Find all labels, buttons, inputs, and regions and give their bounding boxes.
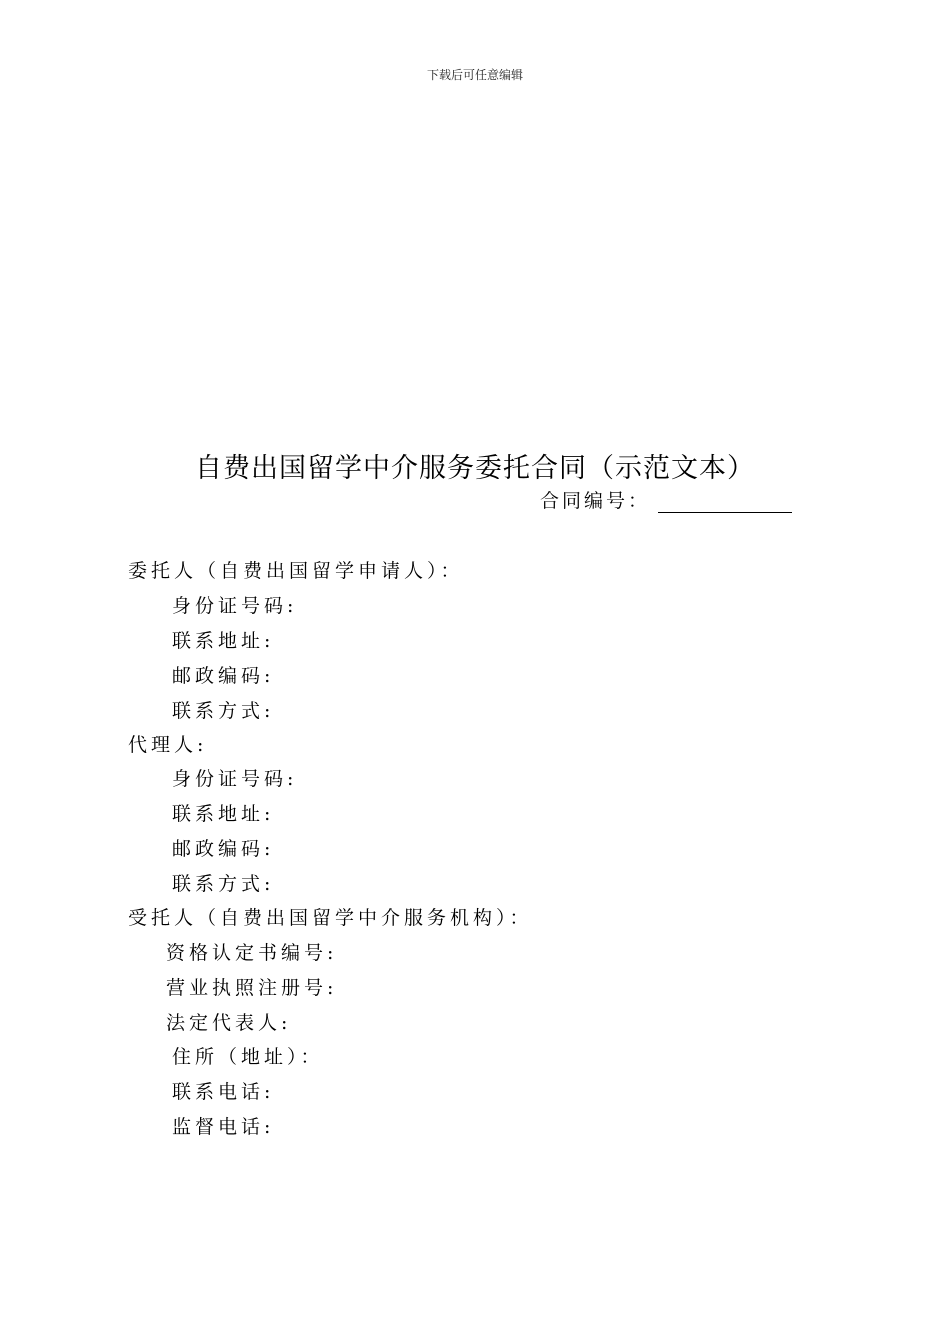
principal-postal-code: 邮政编码:	[172, 665, 275, 687]
principal-id-number: 身份证号码:	[172, 595, 298, 617]
trustee-qualification-no: 资格认定书编号:	[166, 942, 338, 964]
agent-id-number: 身份证号码:	[172, 768, 298, 790]
agent-address: 联系地址:	[172, 803, 275, 825]
agent-contact: 联系方式:	[172, 873, 275, 895]
trustee-legal-rep: 法定代表人:	[166, 1012, 292, 1034]
principal-contact: 联系方式:	[172, 700, 275, 722]
trustee-residence: 住所（地址）：	[172, 1046, 324, 1068]
document-title: 自费出国留学中介服务委托合同（示范文本）	[195, 453, 755, 484]
principal-heading: 委托人（自费出国留学申请人）：	[128, 560, 464, 582]
contract-number-label: 合同编号：	[540, 490, 651, 512]
agent-heading: 代理人:	[128, 734, 208, 756]
contract-number	[540, 486, 792, 513]
trustee-supervision-phone: 监督电话:	[172, 1116, 275, 1138]
contract-number-blank	[658, 490, 792, 513]
trustee-heading: 受托人（自费出国留学中介服务机构）：	[128, 907, 533, 929]
header-note: 下载后可任意编辑	[426, 68, 523, 82]
principal-address: 联系地址:	[172, 630, 275, 652]
agent-postal-code: 邮政编码:	[172, 838, 275, 860]
trustee-phone: 联系电话:	[172, 1081, 275, 1103]
trustee-license-no: 营业执照注册号:	[166, 977, 338, 999]
